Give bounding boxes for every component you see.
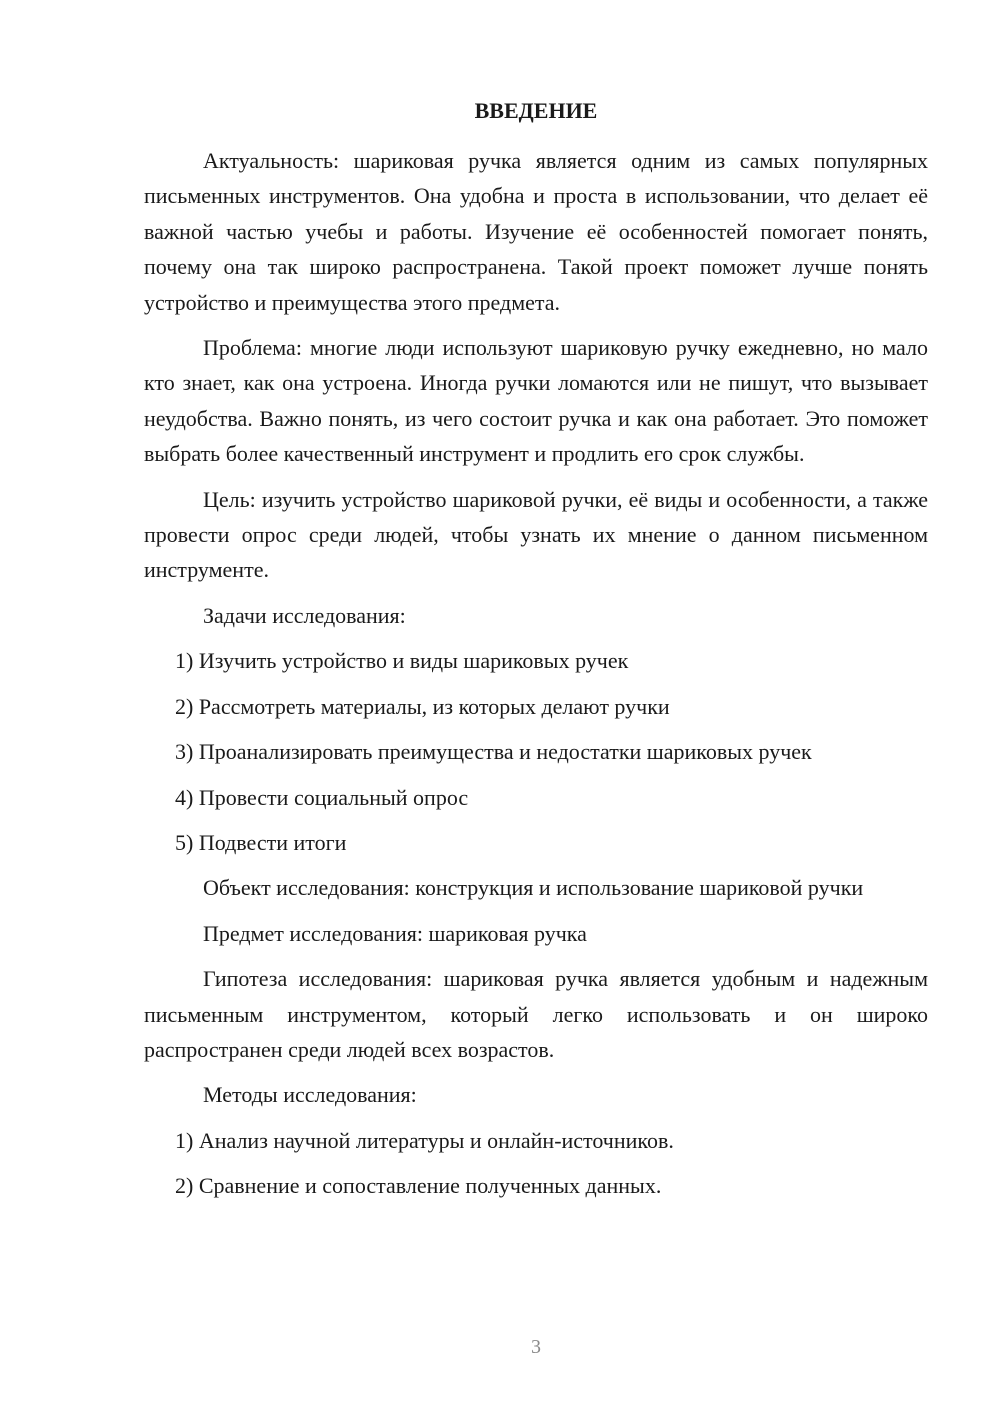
problem-paragraph: Проблема: многие люди используют шариковую ручку ежедневно, но мало кто знает, как она устроена. Иногда ручки ломаются или не пишут, что вызывает неудобства. Важно понять, из чего состоит ручка и как она работает. Это поможет выбрать более качественный инструмент и продлить его срок службы.	[144, 335, 928, 467]
task-item: 5) Подвести итоги	[175, 829, 347, 855]
methods-heading: Методы исследования:	[203, 1082, 417, 1108]
methods-list	[144, 1123, 928, 1204]
page-number: 3	[531, 1336, 541, 1358]
task-item: 1) Изучить устройство и виды шариковых ручек	[175, 648, 629, 674]
tasks-heading: Задачи исследования:	[203, 602, 406, 628]
method-item: 2) Сравнение и сопоставление полученных данных.	[175, 1173, 662, 1199]
task-item: 3) Проанализировать преимущества и недостатки шариковых ручек	[175, 739, 812, 765]
task-item: 4) Провести социальный опрос	[175, 784, 469, 810]
subject-paragraph: Предмет исследования: шариковая ручка	[203, 920, 587, 946]
goal-paragraph: Цель: изучить устройство шариковой ручки, её виды и особенности, а также провести опрос среди людей, чтобы узнать их мнение о данном письменном инструменте.	[144, 486, 928, 583]
page-content	[144, 143, 928, 1214]
task-item: 2) Рассмотреть материалы, из которых делают ручки	[175, 693, 670, 719]
relevance-paragraph: Актуальность: шариковая ручка является одним из самых популярных письменных инструментов. Она удобна и проста в использовании, что делает её важной частью учебы и работы. Изучение её особенностей помогает понять, почему она так широко распространена. Такой проект поможет лучше понять устройство и преимущества этого предмета.	[144, 148, 928, 315]
hypothesis-paragraph: Гипотеза исследования: шариковая ручка является удобным и надежным письменным инструментом, который легко использовать и он широко распространен среди людей всех возрастов.	[144, 966, 928, 1062]
tasks-list	[144, 643, 928, 860]
object-paragraph: Объект исследования: конструкция и использование шариковой ручки	[203, 875, 864, 901]
method-item: 1) Анализ научной литературы и онлайн-источников.	[175, 1127, 674, 1153]
page-title: ВВЕДЕНИЕ	[474, 98, 598, 123]
document-page	[144, 0, 928, 1414]
